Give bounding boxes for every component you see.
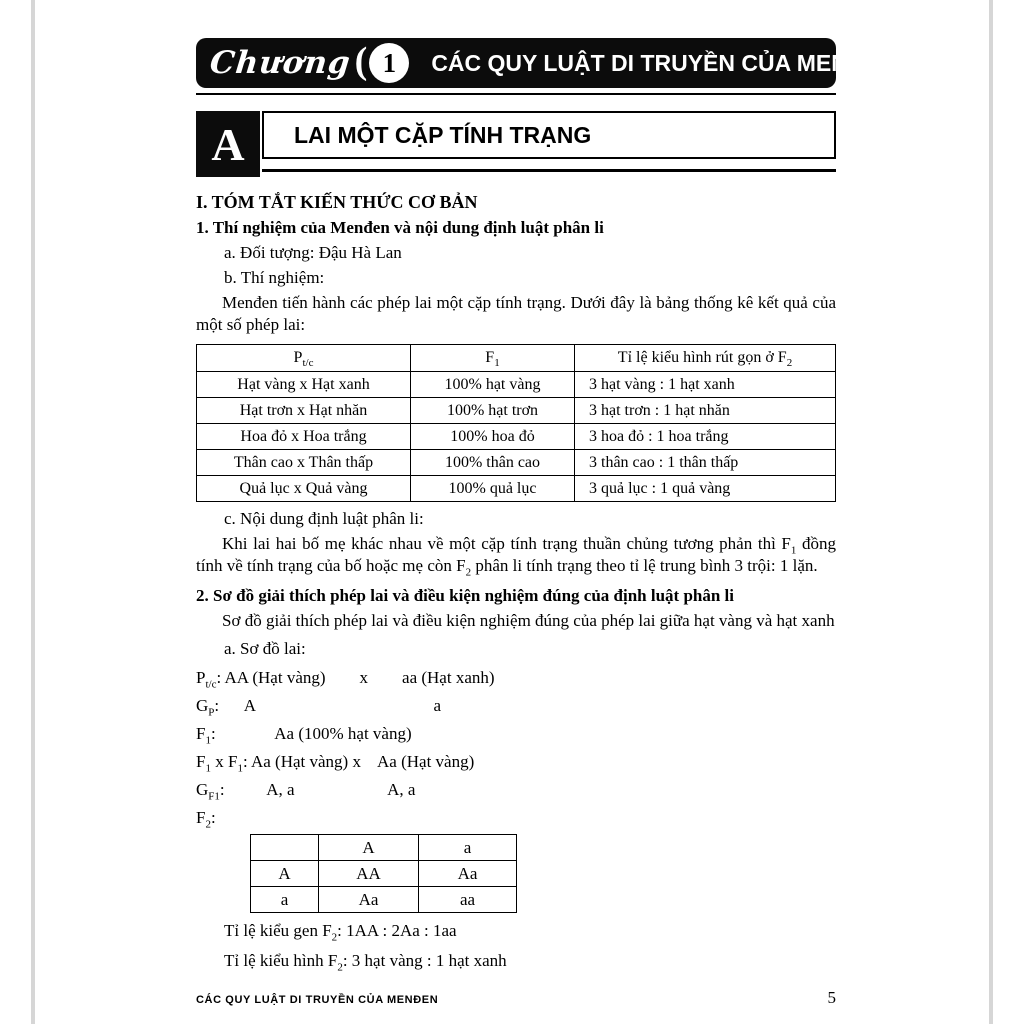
- phenotype-ratio-value: : 3 hạt vàng : 1 hạt xanh: [342, 951, 507, 970]
- cell-f2-ratio: 3 quả lục : 1 quả vàng: [575, 476, 836, 502]
- scan-edge-left: [31, 0, 35, 1024]
- cell-f1: 100% hạt vàng: [411, 372, 575, 398]
- f1-sub: 1: [205, 734, 211, 747]
- header-ptc-sub: t/c: [302, 357, 314, 370]
- chapter-number: 1: [382, 47, 397, 78]
- ptc-content: : AA (Hạt vàng) x aa (Hạt xanh): [216, 668, 495, 687]
- cross-line-gf1: [196, 776, 836, 804]
- genotype-ratio-value: : 1AA : 2Aa : 1aa: [337, 921, 457, 940]
- phenotype-ratio-sub: 2: [337, 961, 343, 974]
- punnett-cell: Aa: [319, 887, 419, 913]
- punnett-square: [250, 834, 517, 913]
- cross-line-f1: [196, 720, 836, 748]
- heading-experiment: 1. Thí nghiệm của Menđen và nội dung định luật phân li: [196, 218, 604, 237]
- cell-f1: 100% hạt trơn: [411, 398, 575, 424]
- page-footer: [196, 988, 836, 1008]
- table-header-f2-ratio: [575, 345, 836, 372]
- cross-line-ptc: [196, 664, 836, 692]
- banner-paren-glyph: (: [354, 40, 368, 82]
- scan-edge-right: [989, 0, 993, 1024]
- cell-cross: Thân cao x Thân thấp: [197, 450, 411, 476]
- f1x-label-1: F: [196, 752, 206, 771]
- f1-content: : Aa (100% hạt vàng): [210, 724, 412, 743]
- punnett-row: [251, 835, 517, 861]
- f2-sub: 2: [205, 818, 211, 831]
- banner-underline: [196, 93, 836, 95]
- paragraph-experiment-intro: Menđen tiến hành các phép lai một cặp tính trạng. Dưới đây là bảng thống kê kết quả của một số phép lai:: [196, 293, 836, 334]
- cell-f2-ratio: 3 hoa đỏ : 1 hoa trắng: [575, 424, 836, 450]
- f1x-label-2: x F: [210, 752, 238, 771]
- ptc-label: P: [196, 668, 206, 687]
- heading-summary: I. TÓM TẮT KIẾN THỨC CƠ BẢN: [196, 192, 478, 212]
- table-row: [197, 424, 836, 450]
- cell-cross: Hạt vàng x Hạt xanh: [197, 372, 411, 398]
- item-subject: a. Đối tượng: Đậu Hà Lan: [224, 243, 402, 262]
- header-f1-text: F: [485, 349, 495, 366]
- results-table: [196, 344, 836, 502]
- genotype-ratio: [196, 919, 836, 943]
- table-header-ptc: [197, 345, 411, 372]
- header-f2-sub: 2: [786, 357, 793, 370]
- chapter-number-badge: [369, 43, 409, 83]
- cell-f1: 100% thân cao: [411, 450, 575, 476]
- f2-content: :: [210, 808, 216, 827]
- punnett-cell: A: [319, 835, 419, 861]
- table-row: [197, 476, 836, 502]
- item-experiment: b. Thí nghiệm:: [224, 268, 325, 287]
- table-row: [197, 372, 836, 398]
- gf1-label: G: [196, 780, 209, 799]
- cell-f1: 100% quả lục: [411, 476, 575, 502]
- f1x-sub-2: 1: [237, 762, 243, 775]
- f2-label: F: [196, 808, 206, 827]
- item-cross-scheme: a. Sơ đồ lai:: [224, 639, 306, 658]
- punnett-cell: AA: [319, 861, 419, 887]
- gf1-sub: F1: [208, 790, 220, 803]
- cell-cross: Quả lục x Quả vàng: [197, 476, 411, 502]
- book-page: [196, 0, 897, 974]
- footer-running-title: CÁC QUY LUẬT DI TRUYỀN CỦA MENĐEN: [196, 994, 439, 1006]
- genotype-ratio-text: Tỉ lệ kiểu gen F: [224, 921, 332, 940]
- cross-scheme: [196, 664, 836, 832]
- punnett-cell: a: [251, 887, 319, 913]
- section-title-wrap: [262, 111, 836, 177]
- gp-content: : A a: [214, 696, 442, 715]
- section-underline: [262, 169, 836, 172]
- gf1-content: : A, a A, a: [219, 780, 416, 799]
- punnett-cell: aa: [419, 887, 517, 913]
- law-sub-f1: 1: [790, 544, 797, 557]
- paragraph-law: [196, 533, 836, 577]
- punnett-cell: Aa: [419, 861, 517, 887]
- section-letter-badge: A: [196, 111, 260, 177]
- f1x-content: : Aa (Hạt vàng) x Aa (Hạt vàng): [242, 752, 475, 771]
- phenotype-ratio-text: Tỉ lệ kiểu hình F: [224, 951, 338, 970]
- gp-sub: P: [208, 706, 215, 719]
- paragraph-scheme-intro: Sơ đồ giải thích phép lai và điều kiện nghiệm đúng của phép lai giữa hạt vàng và hạt xanh: [222, 611, 835, 630]
- f1-label: F: [196, 724, 206, 743]
- f1x-sub-1: 1: [205, 762, 211, 775]
- punnett-cell-empty: [251, 835, 319, 861]
- cell-f1: 100% hoa đỏ: [411, 424, 575, 450]
- cell-cross: Hoa đỏ x Hoa trắng: [197, 424, 411, 450]
- table-header-f1: [411, 345, 575, 372]
- cell-cross: Hạt trơn x Hạt nhăn: [197, 398, 411, 424]
- table-row: [197, 450, 836, 476]
- item-law-content: c. Nội dung định luật phân li:: [224, 509, 424, 528]
- chapter-title: CÁC QUY LUẬT DI TRUYỀN CỦA MENĐEN: [431, 49, 897, 76]
- punnett-row: [251, 861, 517, 887]
- law-text-3: phân li tính trạng theo tỉ lệ trung bình 3 trội: 1 lặn.: [471, 556, 818, 575]
- cell-f2-ratio: 3 thân cao : 1 thân thấp: [575, 450, 836, 476]
- table-row: [197, 398, 836, 424]
- cross-line-f2: [196, 804, 836, 832]
- section-header: [196, 111, 836, 177]
- genotype-ratio-sub: 2: [331, 931, 338, 944]
- punnett-cell: A: [251, 861, 319, 887]
- gp-label: G: [196, 696, 209, 715]
- header-ptc-text: P: [293, 349, 303, 366]
- chapter-word: Chương: [208, 45, 353, 81]
- page-number: 5: [827, 988, 836, 1007]
- law-text-2: đồng tính về tính trạng của bố hoặc mẹ còn F: [196, 534, 837, 575]
- cross-line-gp: [196, 692, 836, 720]
- heading-scheme: 2. Sơ đồ giải thích phép lai và điều kiện nghiệm đúng của định luật phân li: [196, 586, 735, 605]
- header-f2-text: Tỉ lệ kiểu hình rút gọn ở F: [617, 349, 787, 366]
- header-f1-sub: 1: [494, 357, 500, 370]
- law-sub-f2: 2: [465, 566, 472, 579]
- law-text-1: Khi lai hai bố mẹ khác nhau về một cặp tính trạng thuần chủng tương phản thì F: [222, 534, 791, 553]
- cell-f2-ratio: 3 hạt vàng : 1 hạt xanh: [575, 372, 836, 398]
- cross-line-f1xf1: [196, 748, 836, 776]
- table-header-row: [197, 345, 836, 372]
- cell-f2-ratio: 3 hạt trơn : 1 hạt nhăn: [575, 398, 836, 424]
- punnett-row: [251, 887, 517, 913]
- section-title: LAI MỘT CẶP TÍNH TRẠNG: [262, 111, 836, 159]
- chapter-banner: [196, 38, 897, 88]
- punnett-cell: a: [419, 835, 517, 861]
- phenotype-ratio: [196, 949, 836, 973]
- ptc-sub: t/c: [205, 678, 217, 691]
